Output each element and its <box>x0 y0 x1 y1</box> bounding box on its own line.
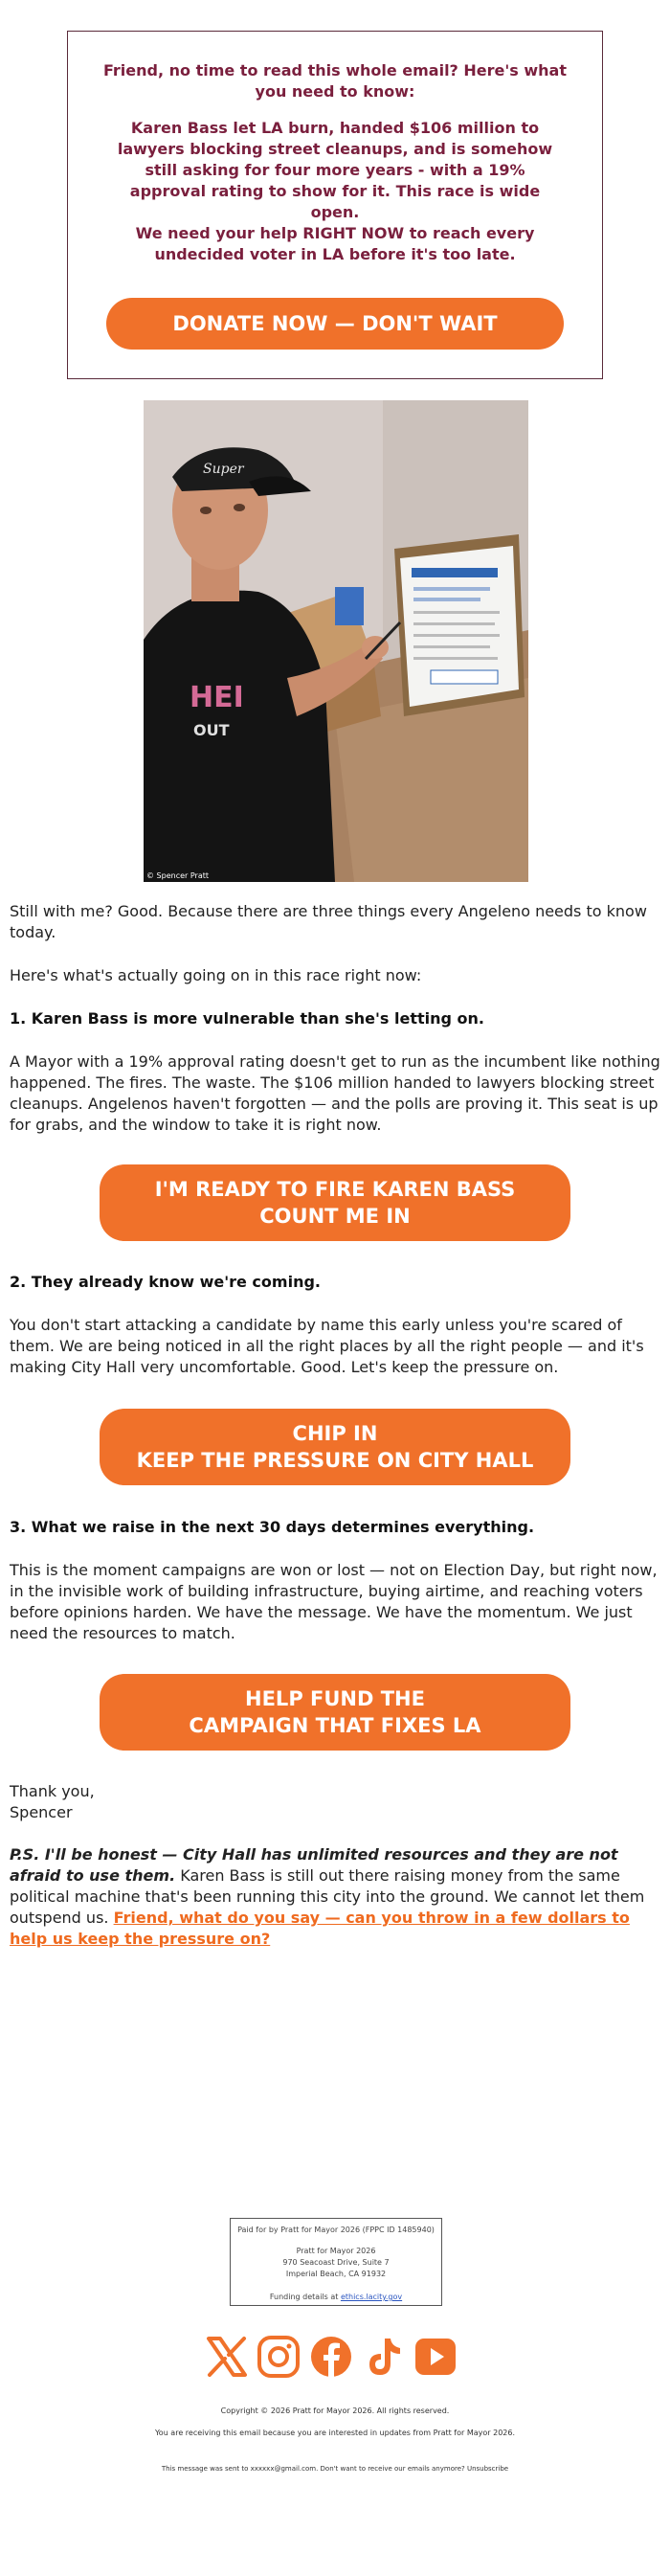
callout-summary: Karen Bass let LA burn, handed $106 million to lawyers blocking street cleanups, and is somehow still asking for four more years - with a 19% approval rating to show for it. This race is wide open. <box>117 119 553 221</box>
cta-1-line-1: I'M READY TO FIRE KAREN BASS <box>154 1178 516 1201</box>
funding-details-line <box>231 2292 441 2302</box>
instagram-icon[interactable] <box>257 2335 301 2379</box>
fire-karen-bass-button[interactable] <box>100 1164 570 1241</box>
ps-bold-lead: P.S. I'll be honest — City Hall has unlimited resources and they are not afraid to use them. <box>10 1845 618 1885</box>
photo-credit: © Spencer Pratt <box>146 871 209 880</box>
thank-you-line: Thank you, <box>10 1782 95 1800</box>
tldr-callout-box <box>67 31 603 379</box>
address-line-2: Imperial Beach, CA 91932 <box>285 2270 387 2278</box>
svg-text:HEI: HEI <box>190 681 244 714</box>
x-icon[interactable] <box>205 2335 249 2379</box>
cta-3-line-1: HELP FUND THE <box>245 1687 425 1710</box>
funding-prefix: Funding details at <box>269 2293 341 2301</box>
point-1-paragraph: A Mayor with a 19% approval rating doesn't get to run as the incumbent like nothing happened. The fires. The waste. The $106 million handed to lawyers blocking street cleanups. Angelenos haven't forgotten — and the polls are proving it. This seat is up for grabs, and the window to take it is right now. <box>10 1052 660 1134</box>
paid-for-disclaimer-box <box>230 2218 442 2306</box>
youtube-icon[interactable] <box>413 2335 458 2379</box>
receiving-reason-line: You are receiving this email because you are interested in updates from Pratt for Mayor 2026. <box>154 2429 516 2437</box>
ps-body-text: Karen Bass is still out there raising money from the same political machine that's been running this city into the ground. We cannot let them outspend us. <box>10 1866 645 1927</box>
point-1-heading: 1. Karen Bass is more vulnerable than she's letting on. <box>10 1009 484 1028</box>
signature: Spencer <box>10 1803 73 1821</box>
callout-urgency: We need your help RIGHT NOW to reach every undecided voter in LA before it's too late. <box>135 224 535 263</box>
point-2-heading: 2. They already know we're coming. <box>10 1273 321 1291</box>
ps-donate-link[interactable]: Friend, what do you say — can you throw in a few dollars to help us keep the pressure on? <box>10 1909 630 1948</box>
org-name: Pratt for Mayor 2026 <box>296 2247 376 2255</box>
chip-in-button[interactable] <box>100 1409 570 1485</box>
ps-paragraph <box>10 1844 660 1950</box>
help-fund-button[interactable] <box>100 1674 570 1751</box>
point-2-paragraph: You don't start attacking a candidate by name this early unless you're scared of them. We are being noticed in all the right places by all the right people — and it's making City Hall very uncomfortable. Good. Let's keep the pressure on. <box>10 1316 644 1376</box>
copyright-line: Copyright © 2026 Pratt for Mayor 2026. All rights reserved. <box>220 2407 450 2415</box>
photo-illustration <box>144 400 528 882</box>
cap-logo-text: Super <box>203 462 244 477</box>
intro-paragraph: Still with me? Good. Because there are three things every Angeleno needs to know today. <box>10 902 647 941</box>
cta-2-line-1: CHIP IN <box>292 1422 378 1445</box>
point-3-heading: 3. What we raise in the next 30 days determines everything. <box>10 1518 535 1536</box>
svg-text:OUT: OUT <box>193 721 230 739</box>
ethics-link[interactable]: ethics.lacity.gov <box>340 2293 403 2301</box>
cta-3-line-2: CAMPAIGN THAT FIXES LA <box>189 1714 481 1737</box>
address-line-1: 970 Seacoast Drive, Suite 7 <box>282 2258 390 2267</box>
cta-2-line-2: KEEP THE PRESSURE ON CITY HALL <box>136 1449 534 1472</box>
point-3-paragraph: This is the moment campaigns are won or lost — not on Election Day, but right now, in the invisible work of building infrastructure, buying airtime, and reaching voters before opinions harden. We have the message. We have the momentum. We just need the resources to match. <box>10 1561 658 1642</box>
intro-paragraph-2: Here's what's actually going on in this race right now: <box>10 966 422 984</box>
cta-1-line-2: COUNT ME IN <box>259 1205 411 1228</box>
donate-now-button[interactable]: DONATE NOW — DON'T WAIT <box>106 298 564 350</box>
callout-intro: Friend, no time to read this whole email? Here's what you need to know: <box>103 61 567 101</box>
facebook-icon[interactable] <box>309 2335 353 2379</box>
sent-to-line: This message was sent to xxxxxx@gmail.com. Don't want to receive our emails anymore? Unsubscribe <box>161 2465 509 2473</box>
paid-by-line: Paid for by Pratt for Mayor 2026 (FPPC ID 1485940) <box>237 2226 435 2234</box>
tiktok-icon[interactable] <box>362 2335 406 2379</box>
candidate-photo <box>144 400 528 882</box>
